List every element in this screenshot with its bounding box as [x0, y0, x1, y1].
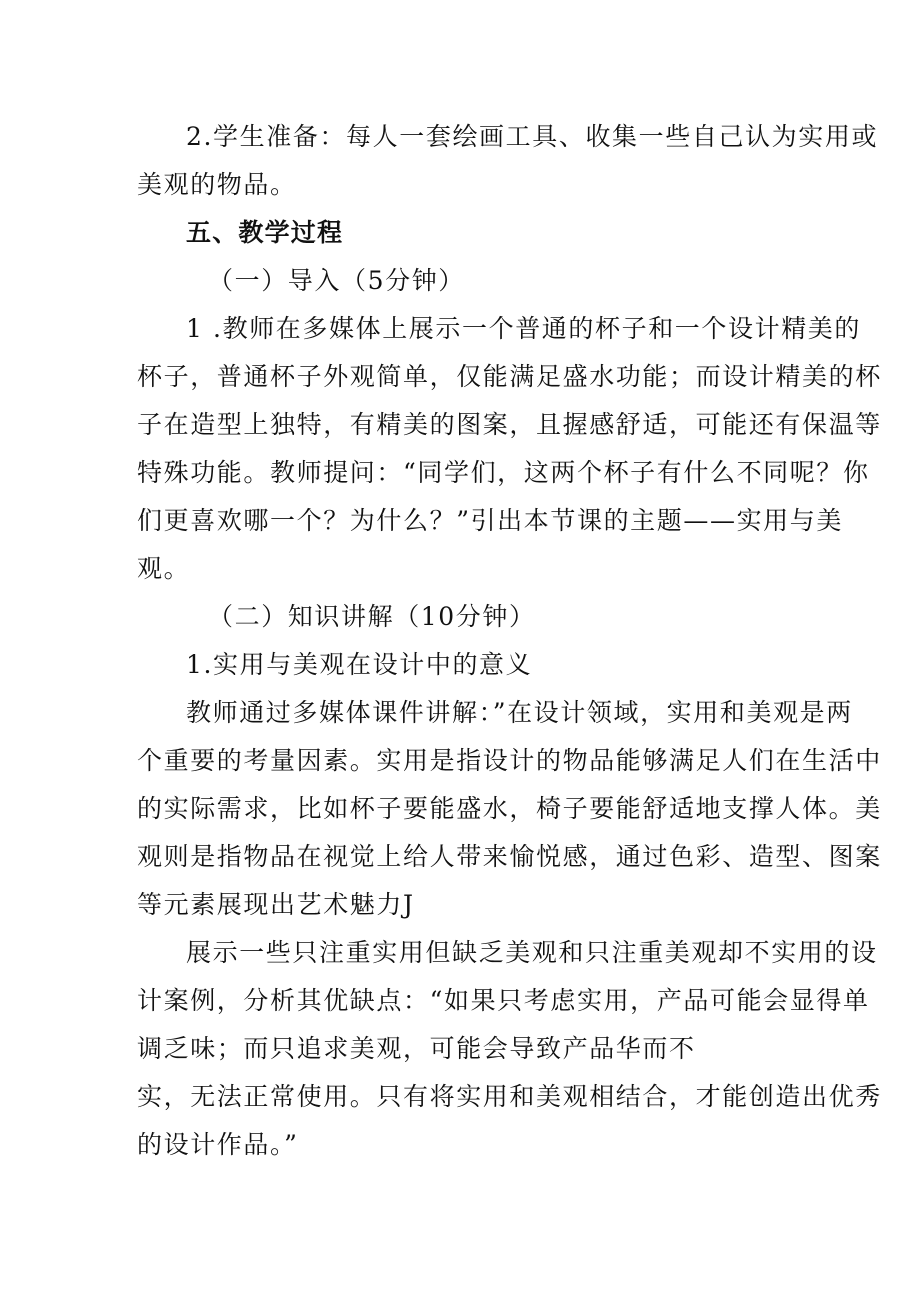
knowledge-para2-line-5: 的设计作品。” [137, 1130, 299, 1159]
knowledge-para2-line-3: 调乏味；而只追求美观，可能会导致产品华而不 [137, 1034, 696, 1063]
intro-heading: （一）导入（5分钟） [208, 266, 465, 295]
knowledge-para1-line-1: 教师通过多媒体课件讲解：”在设计领域，实用和美观是两 [186, 698, 853, 727]
knowledge-para2-line-1: 展示一些只注重实用但缺乏美观和只注重美观却不实用的设 [186, 938, 878, 967]
knowledge-subheading: 1.实用与美观在设计中的意义 [186, 650, 533, 679]
knowledge-para1-line-5: 等元素展现出艺术魅力J [137, 890, 415, 919]
intro-line-3: 子在造型上独特，有精美的图案，且握感舒适，可能还有保温等 [137, 410, 882, 439]
knowledge-heading: （二）知识讲解（10分钟） [208, 602, 536, 631]
intro-line-5: 们更喜欢哪一个？为什么？”引出本节课的主题——实用与美 [137, 506, 843, 535]
intro-line-4: 特殊功能。教师提问：“同学们，这两个杯子有什么不同呢？你 [137, 458, 870, 487]
section-title: 五、教学过程 [186, 218, 344, 247]
intro-line-6: 观。 [137, 554, 191, 583]
knowledge-para2-line-4: 实，无法正常使用。只有将实用和美观相结合，才能创造出优秀 [137, 1082, 882, 1111]
knowledge-para1-line-3: 的实际需求，比如杯子要能盛水，椅子要能舒适地支撑人体。美 [137, 794, 882, 823]
prep-line-2: 美观的物品。 [137, 170, 297, 199]
knowledge-para1-line-4: 观则是指物品在视觉上给人带来愉悦感，通过色彩、造型、图案 [137, 842, 882, 871]
knowledge-para1-line-2: 个重要的考量因素。实用是指设计的物品能够满足人们在生活中 [137, 746, 882, 775]
intro-line-2: 杯子，普通杯子外观简单，仅能满足盛水功能；而设计精美的杯 [137, 362, 882, 391]
prep-line-1: 2.学生准备：每人一套绘画工具、收集一些自己认为实用或 [186, 122, 879, 151]
knowledge-para2-line-2: 计案例，分析其优缺点：“如果只考虑实用，产品可能会显得单 [137, 986, 870, 1015]
intro-line-1: 1 .教师在多媒体上展示一个普通的杯子和一个设计精美的 [186, 314, 862, 343]
